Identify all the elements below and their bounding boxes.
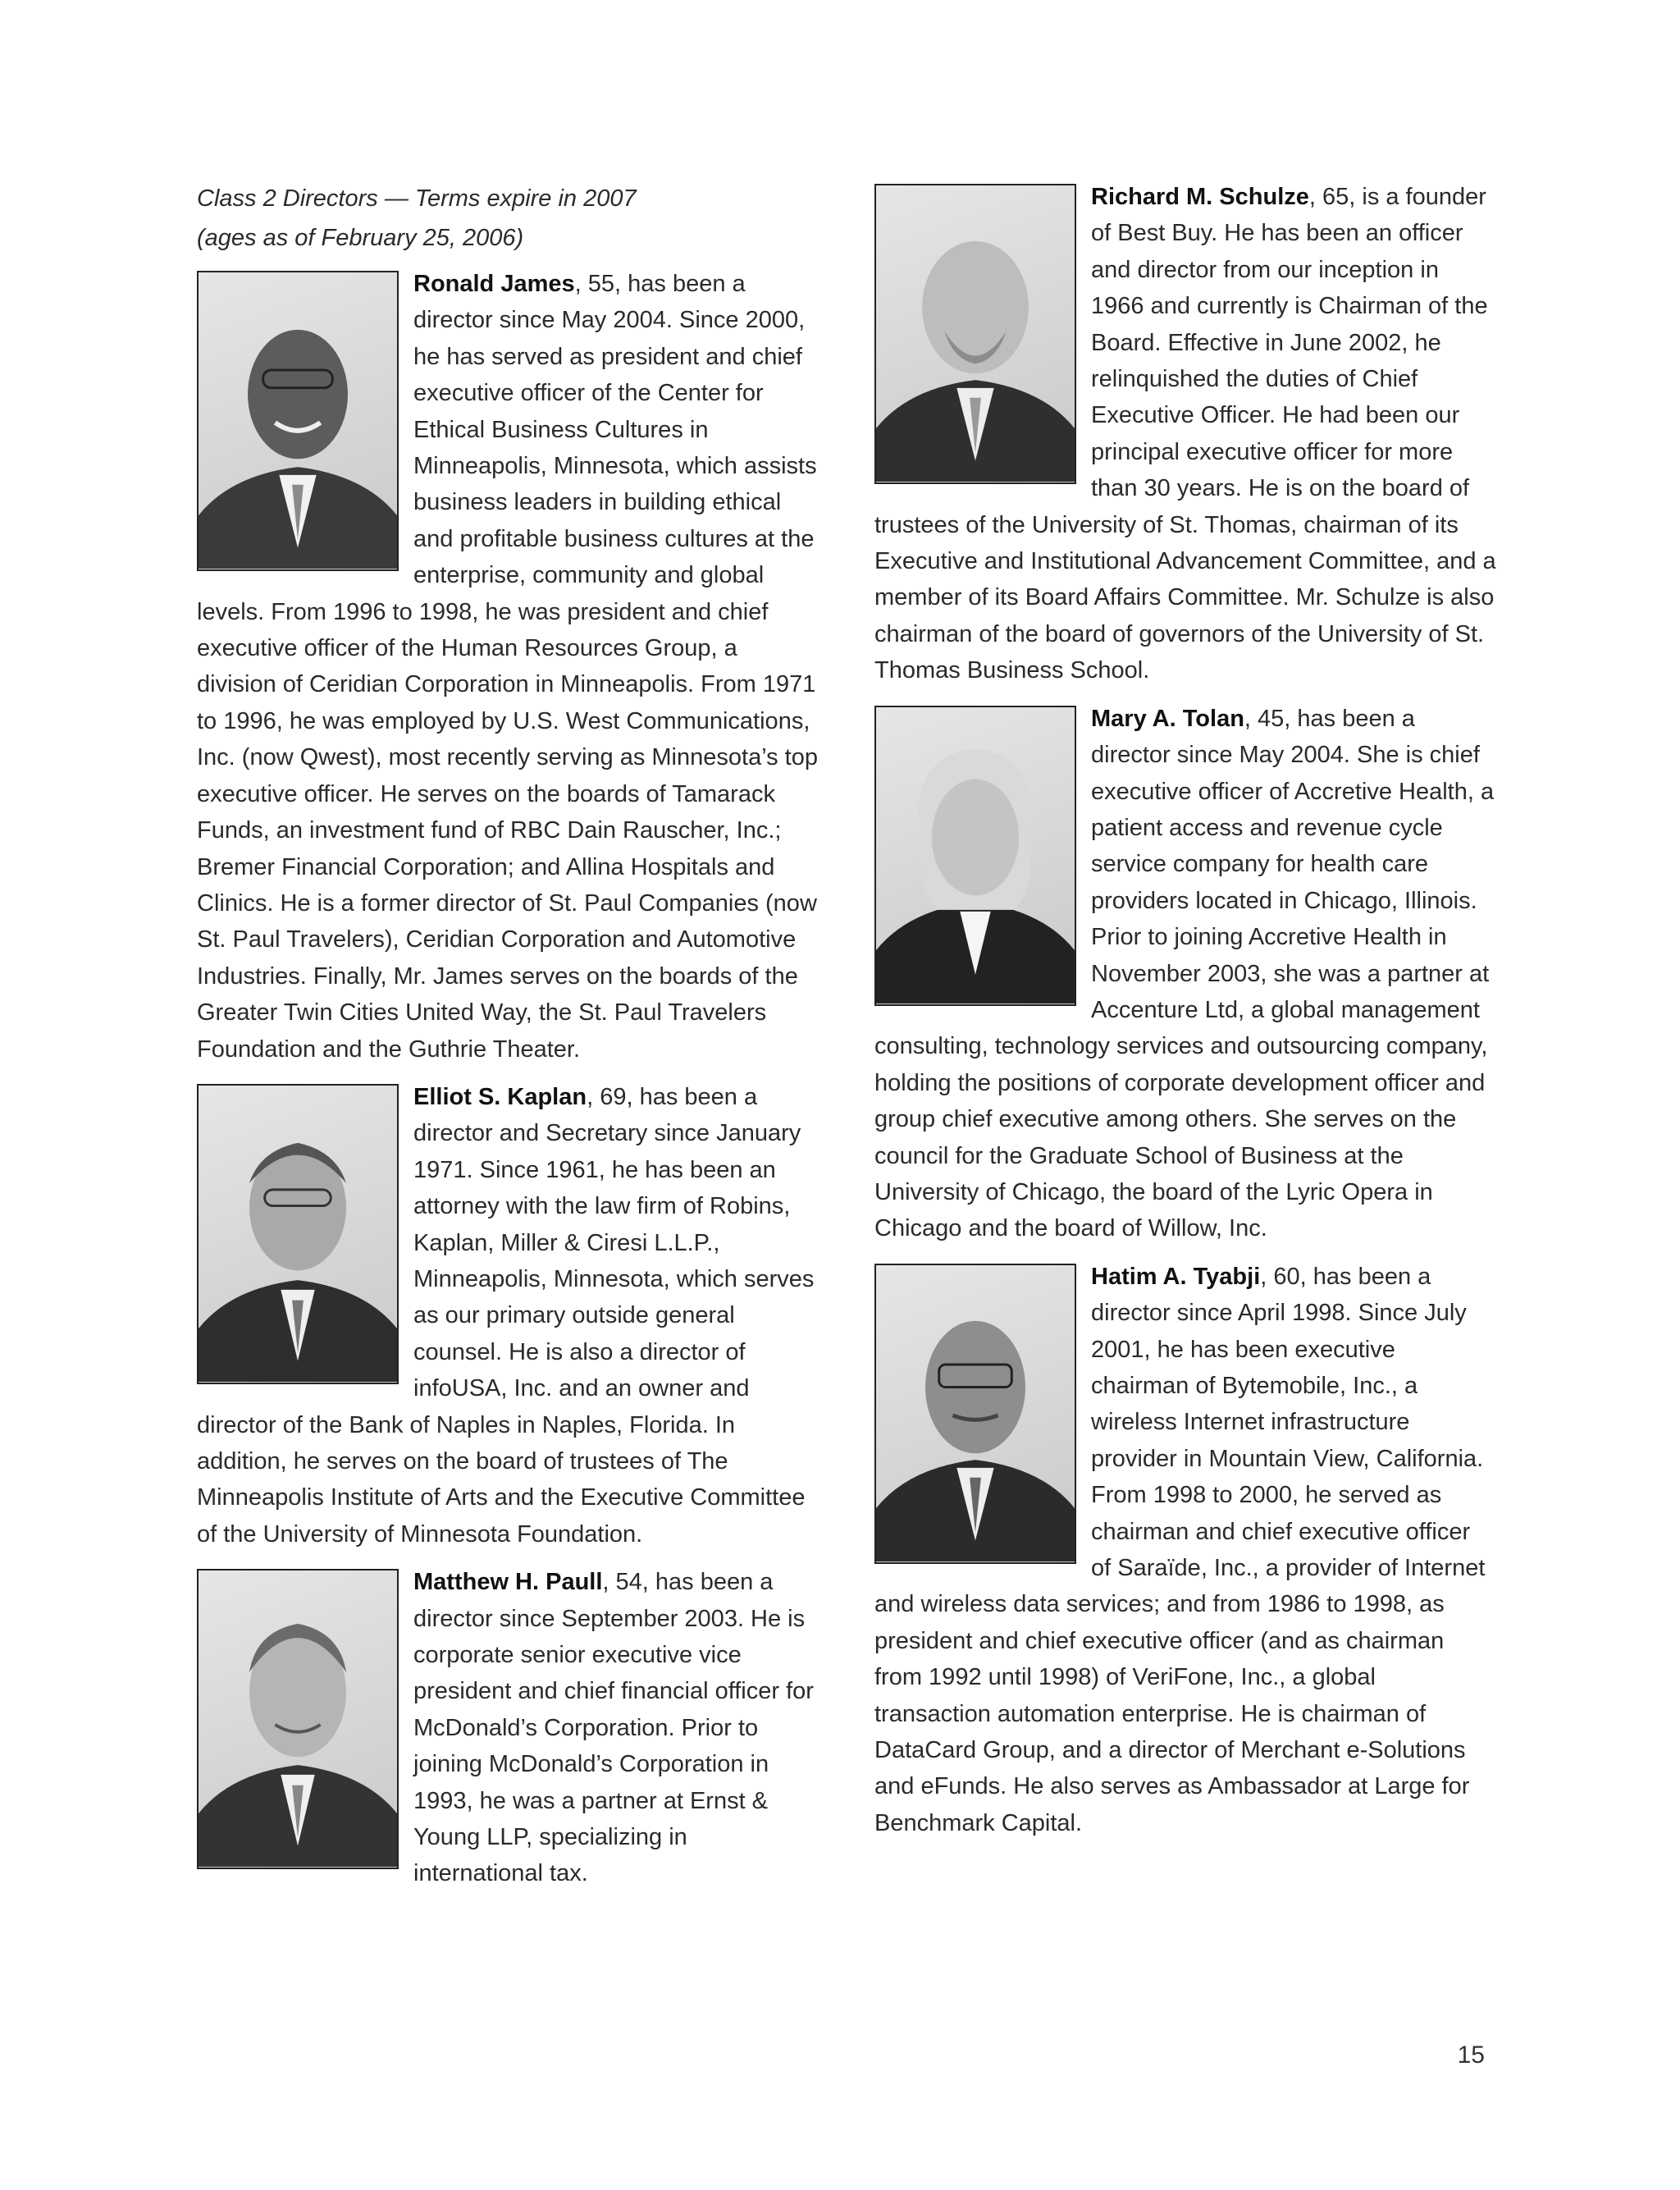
portrait-icon [876, 707, 1075, 1004]
director-bio-kaplan [197, 1079, 819, 1552]
director-photo-kaplan [197, 1084, 399, 1384]
director-bio-tyabji [874, 1259, 1496, 1842]
director-bio-text: , 55, has been a director since May 2004. Since 2000, he has served as president and chief executive officer of the Center for Ethical Business Cultures in Minneapolis, Minnesota, which assists business leaders in building ethical and profitable business cultures at the enterprise, community and global levels. From 1996 to 1998, he was president and chief executive officer of the Human Resources Group, a division of Ceridian Corporation in Minneapolis. From 1971 to 1996, he was employed by U.S. West Communications, Inc. (now Qwest), most recently serving as Minnesota’s top executive officer. He serves on the boards of Tamarack Funds, an investment fund of RBC Dain Rauscher, Inc.; Bremer Financial Corporation; and Allina Hospitals and Clinics. He is a former director of St. Paul Companies (now St. Paul Travelers), Ceridian Corporation and Automotive Industries. Finally, Mr. James serves on the boards of the Greater Twin Cities United Way, the St. Paul Travelers Foundation and the Guthrie Theater. [197, 271, 818, 1063]
left-column [197, 179, 819, 1904]
section-heading [197, 179, 819, 258]
director-name: Hatim A. Tyabji [1091, 1263, 1261, 1290]
director-bio-text: , 65, is a founder of Best Buy. He has been an officer and director from our inception in 1966 and currently is Chairman of the Board. Effective in June 2002, he relinquished the duties of Chief Executive Officer. He had been our principal executive officer for more than 30 years. He is on the board of trustees of the University of St. Thomas, chairman of its Executive and Institutional Advancement Committee, and a member of its Board Affairs Committee. Mr. Schulze is also chairman of the board of governors of the University of St. Thomas Business School. [874, 184, 1496, 684]
portrait-icon [199, 1086, 397, 1383]
director-name: Matthew H. Paull [413, 1569, 603, 1596]
director-bio-text: , 69, has been a director and Secretary since January 1971. Since 1961, he has been an attorney with the law firm of Robins, Kaplan, Miller & Ciresi L.L.P., Minneapolis, Minnesota, which serves as our primary outside general counsel. He is also a director of infoUSA, Inc. and an owner and director of the Bank of Naples in Naples, Florida. In addition, he serves on the board of trustees of The Minneapolis Institute of Arts and the Executive Committee of the University of Minnesota Foundation. [197, 1083, 815, 1548]
director-name: Ronald James [413, 271, 575, 297]
portrait-icon [876, 1265, 1075, 1562]
right-column [874, 179, 1496, 1853]
portrait-icon [876, 185, 1075, 482]
page-number: 15 [1457, 2041, 1485, 2069]
portrait-icon [199, 272, 397, 569]
heading-line-2: (ages as of February 25, 2006) [197, 225, 524, 251]
director-photo-paull [197, 1569, 399, 1869]
director-name: Elliot S. Kaplan [413, 1083, 587, 1110]
director-name: Richard M. Schulze [1091, 184, 1309, 210]
director-bio-schulze [874, 179, 1496, 689]
director-bio-text: , 60, has been a director since April 1998. Since July 2001, he has been executive chairman of Bytemobile, Inc., a wireless Internet infrastructure provider in Mountain View, California. From 1998 to 2000, he served as chairman and chief executive officer of Saraïde, Inc., a provider of Internet and wireless data services; and from 1986 to 1998, as president and chief executive officer (and as chairman from 1992 until 1998) of VeriFone, Inc., a global transaction automation enterprise. He is chairman of DataCard Group, and a director of Merchant e-Solutions and eFunds. He also serves as Ambassador at Large for Benchmark Capital. [874, 1263, 1486, 1836]
director-name: Mary A. Tolan [1091, 705, 1244, 732]
portrait-icon [199, 1570, 397, 1868]
director-bio-tolan [874, 701, 1496, 1247]
director-photo-schulze [874, 184, 1076, 484]
heading-line-1: Class 2 Directors — Terms expire in 2007 [197, 185, 637, 212]
director-bio-james [197, 266, 819, 1068]
director-bio-paull [197, 1564, 819, 1892]
director-bio-text: , 54, has been a director since September 2003. He is corporate senior executive vice president and chief financial officer for McDonald’s Corporation. Prior to joining McDonald’s Corporation in 1993, he was a partner at Ernst & Young LLP, specializing in international tax. [413, 1569, 814, 1887]
director-photo-james [197, 271, 399, 571]
director-bio-text: , 45, has been a director since May 2004. She is chief executive officer of Accretive Health, a patient access and revenue cycle service company for health care providers located in Chicago, Illinois. Prior to joining Accretive Health in November 2003, she was a partner at Accenture Ltd, a global management consulting, technology services and outsourcing company, holding the positions of corporate development officer and group chief executive among others. She serves on the council for the Graduate School of Business at the University of Chicago, the board of the Lyric Opera in Chicago and the board of Willow, Inc. [874, 705, 1495, 1242]
director-photo-tyabji [874, 1264, 1076, 1564]
director-photo-tolan [874, 706, 1076, 1006]
